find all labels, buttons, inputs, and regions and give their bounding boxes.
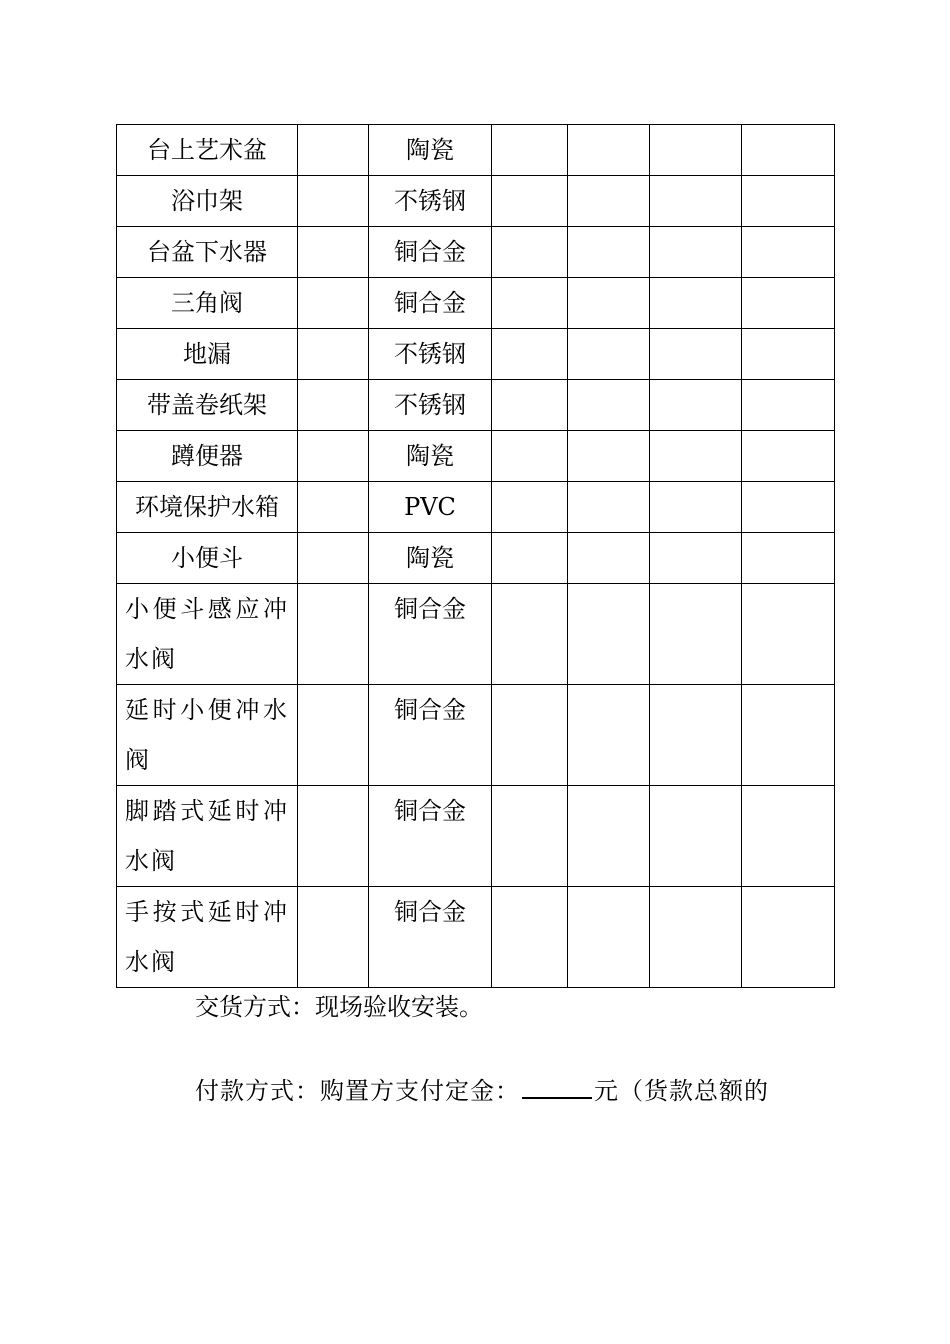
material-cell: 不锈钢 xyxy=(369,329,492,380)
payment-method-prefix: 付款方式：购置方支付定金： xyxy=(195,1077,520,1105)
table-row xyxy=(117,125,835,176)
material-cell: 铜合金 xyxy=(369,685,492,786)
empty-cell xyxy=(650,685,742,786)
table-row xyxy=(117,584,835,685)
empty-cell xyxy=(650,482,742,533)
product-name-cell: 延时小便冲水阀 xyxy=(117,685,298,786)
empty-cell xyxy=(492,227,568,278)
spec-cell xyxy=(298,431,369,482)
spec-cell xyxy=(298,887,369,988)
empty-cell xyxy=(492,887,568,988)
spec-cell xyxy=(298,125,369,176)
empty-cell xyxy=(650,176,742,227)
empty-cell xyxy=(742,887,835,988)
table-row xyxy=(117,278,835,329)
material-cell: 铜合金 xyxy=(369,786,492,887)
delivery-method xyxy=(195,990,483,1024)
spec-cell xyxy=(298,278,369,329)
empty-cell xyxy=(568,329,650,380)
table-row xyxy=(117,431,835,482)
material-cell: 不锈钢 xyxy=(369,380,492,431)
empty-cell xyxy=(492,482,568,533)
table-row xyxy=(117,482,835,533)
table-row xyxy=(117,329,835,380)
product-name-cell: 台上艺术盆 xyxy=(117,125,298,176)
product-name-cell: 浴巾架 xyxy=(117,176,298,227)
material-cell: 铜合金 xyxy=(369,278,492,329)
table-row xyxy=(117,227,835,278)
empty-cell xyxy=(742,227,835,278)
product-name-cell: 手按式延时冲水阀 xyxy=(117,887,298,988)
spec-cell xyxy=(298,685,369,786)
empty-cell xyxy=(742,329,835,380)
table-row xyxy=(117,887,835,988)
empty-cell xyxy=(568,533,650,584)
empty-cell xyxy=(568,786,650,887)
empty-cell xyxy=(568,887,650,988)
product-name-cell: 台盆下水器 xyxy=(117,227,298,278)
empty-cell xyxy=(650,584,742,685)
spec-cell xyxy=(298,533,369,584)
material-cell: 陶瓷 xyxy=(369,125,492,176)
table-row xyxy=(117,176,835,227)
empty-cell xyxy=(650,125,742,176)
empty-cell xyxy=(568,584,650,685)
empty-cell xyxy=(742,125,835,176)
product-name-cell: 地漏 xyxy=(117,329,298,380)
empty-cell xyxy=(568,227,650,278)
empty-cell xyxy=(742,431,835,482)
empty-cell xyxy=(742,685,835,786)
empty-cell xyxy=(650,329,742,380)
material-cell: 铜合金 xyxy=(369,227,492,278)
empty-cell xyxy=(650,786,742,887)
payment-method-suffix: 元（货款总额的 xyxy=(594,1077,769,1105)
empty-cell xyxy=(568,278,650,329)
product-table xyxy=(116,124,835,988)
table-row xyxy=(117,786,835,887)
empty-cell xyxy=(568,685,650,786)
empty-cell xyxy=(650,533,742,584)
empty-cell xyxy=(568,482,650,533)
empty-cell xyxy=(568,431,650,482)
empty-cell xyxy=(742,786,835,887)
material-cell: 铜合金 xyxy=(369,887,492,988)
empty-cell xyxy=(492,278,568,329)
empty-cell xyxy=(568,380,650,431)
empty-cell xyxy=(650,227,742,278)
empty-cell xyxy=(650,278,742,329)
material-cell: PVC xyxy=(369,482,492,533)
product-table-body xyxy=(117,125,835,988)
empty-cell xyxy=(742,278,835,329)
empty-cell xyxy=(492,584,568,685)
table-row xyxy=(117,380,835,431)
empty-cell xyxy=(492,786,568,887)
delivery-method-text: 交货方式：现场验收安装。 xyxy=(195,993,483,1021)
empty-cell xyxy=(492,685,568,786)
spec-cell xyxy=(298,380,369,431)
product-name-cell: 三角阀 xyxy=(117,278,298,329)
empty-cell xyxy=(568,176,650,227)
empty-cell xyxy=(742,176,835,227)
empty-cell xyxy=(492,533,568,584)
material-cell: 铜合金 xyxy=(369,584,492,685)
product-name-cell: 带盖卷纸架 xyxy=(117,380,298,431)
empty-cell xyxy=(742,533,835,584)
deposit-amount-blank[interactable] xyxy=(522,1075,592,1099)
empty-cell xyxy=(650,887,742,988)
empty-cell xyxy=(568,125,650,176)
empty-cell xyxy=(742,380,835,431)
product-name-cell: 蹲便器 xyxy=(117,431,298,482)
empty-cell xyxy=(742,482,835,533)
material-cell: 不锈钢 xyxy=(369,176,492,227)
empty-cell xyxy=(492,380,568,431)
spec-cell xyxy=(298,482,369,533)
spec-cell xyxy=(298,227,369,278)
product-name-cell: 环境保护水箱 xyxy=(117,482,298,533)
product-name-cell: 脚踏式延时冲水阀 xyxy=(117,786,298,887)
spec-cell xyxy=(298,329,369,380)
empty-cell xyxy=(492,176,568,227)
product-name-cell: 小便斗 xyxy=(117,533,298,584)
material-cell: 陶瓷 xyxy=(369,431,492,482)
empty-cell xyxy=(742,584,835,685)
spec-cell xyxy=(298,176,369,227)
table-row xyxy=(117,533,835,584)
empty-cell xyxy=(492,125,568,176)
spec-cell xyxy=(298,584,369,685)
empty-cell xyxy=(492,329,568,380)
product-name-cell: 小便斗感应冲水阀 xyxy=(117,584,298,685)
empty-cell xyxy=(492,431,568,482)
spec-cell xyxy=(298,786,369,887)
empty-cell xyxy=(650,380,742,431)
payment-method xyxy=(195,1074,769,1108)
empty-cell xyxy=(650,431,742,482)
material-cell: 陶瓷 xyxy=(369,533,492,584)
table-row xyxy=(117,685,835,786)
